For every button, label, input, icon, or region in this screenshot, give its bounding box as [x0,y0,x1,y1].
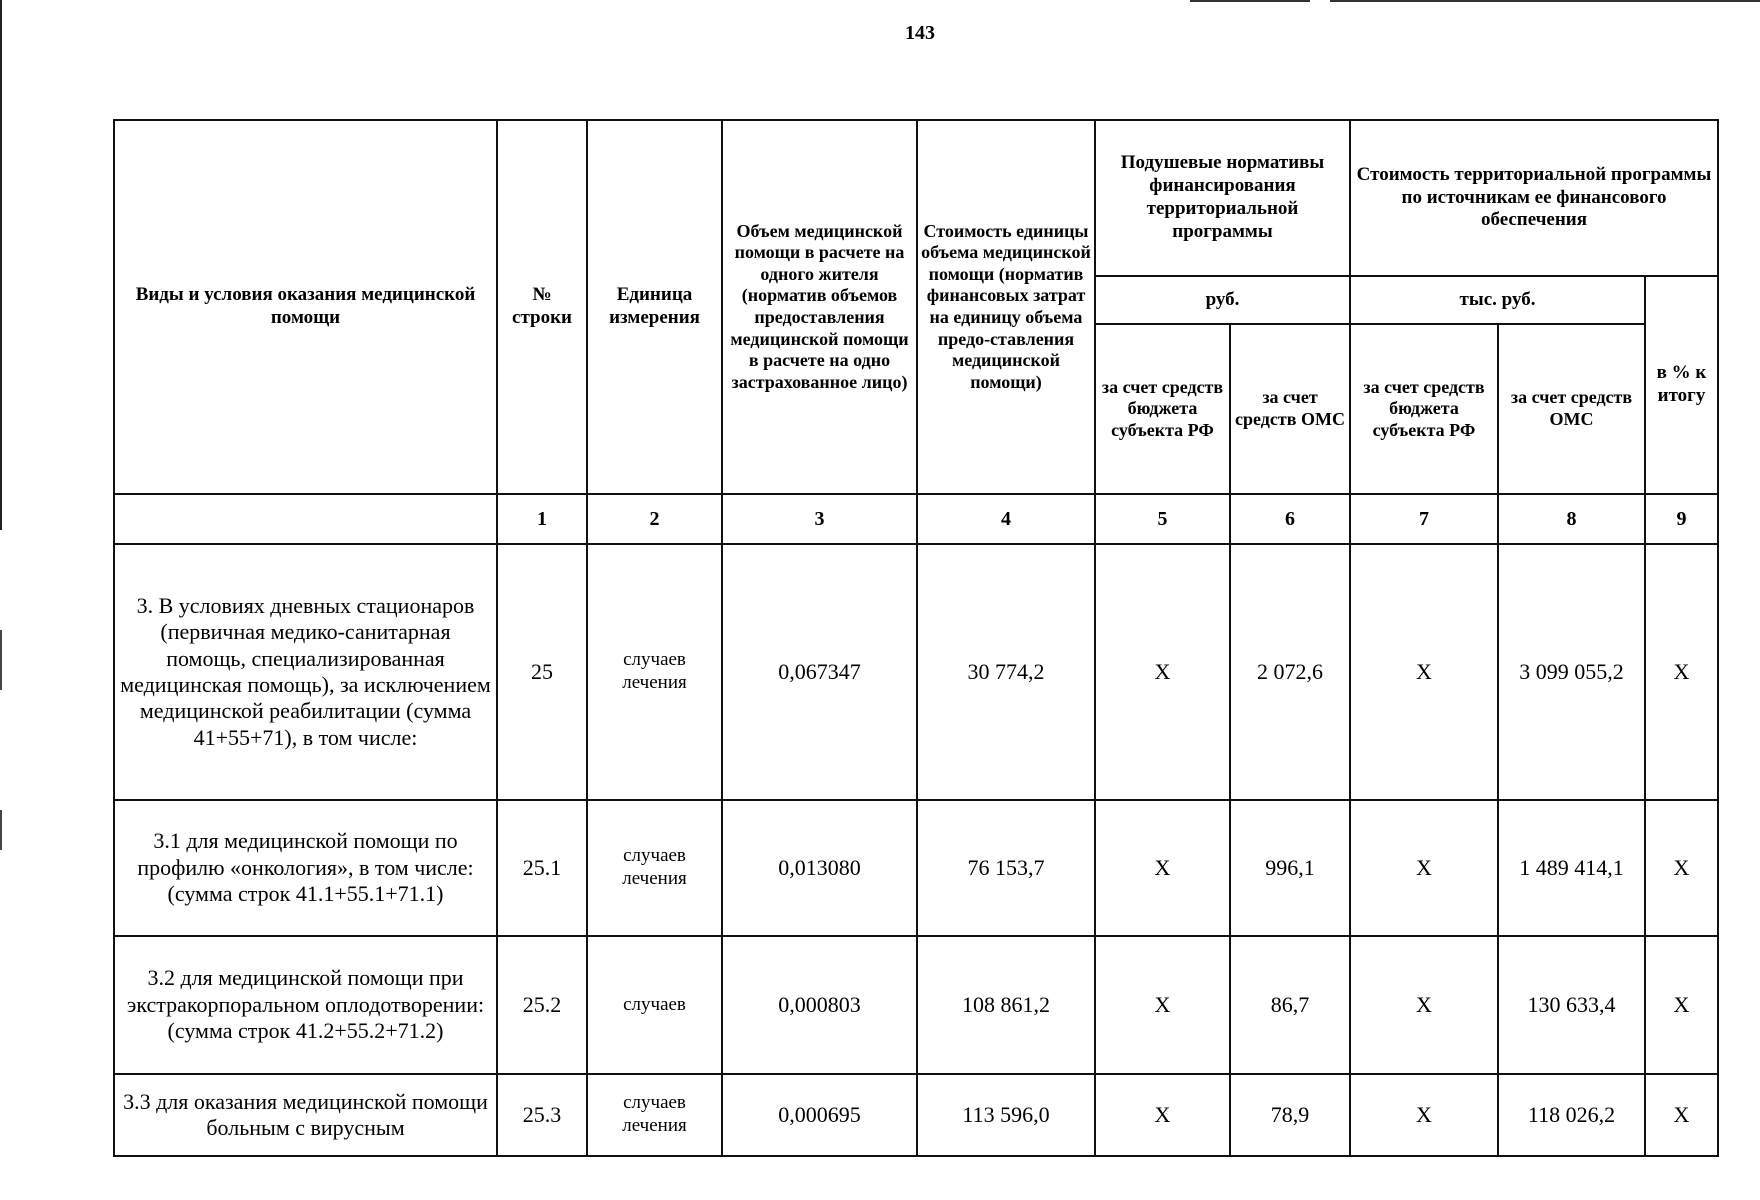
left-margin-tick [0,630,2,690]
header-rub: руб. [1095,276,1350,324]
column-number: 2 [587,494,722,544]
row-percent: X [1645,544,1718,800]
row-oms-cost: 118 026,2 [1498,1074,1645,1156]
header-program-cost: Стоимость территориальной программы по источникам ее финансового обеспечения [1350,120,1718,276]
header-row-number: № строки [497,120,587,494]
row-description: 3.2 для медицинской помощи при экстракорпоральном оплодотворении: (сумма строк 41.2+55.2+71.2) [114,936,497,1074]
row-budget-rf: X [1095,936,1230,1074]
header-oms: за счет средств ОМС [1230,324,1350,494]
row-percent: X [1645,800,1718,936]
row-budget-rf-cost: X [1350,800,1498,936]
row-volume: 0,000803 [722,936,917,1074]
row-budget-rf: X [1095,544,1230,800]
row-volume: 0,000695 [722,1074,917,1156]
row-number: 25.3 [497,1074,587,1156]
row-budget-rf-cost: X [1350,544,1498,800]
column-number: 1 [497,494,587,544]
column-number-row [114,494,1718,544]
row-oms: 996,1 [1230,800,1350,936]
row-cost: 113 596,0 [917,1074,1095,1156]
header-budget-rf: за счет средств бюджета субъекта РФ [1095,324,1230,494]
header-unit: Единица измерения [587,120,722,494]
page-number: 143 [905,22,935,44]
header-cost: Стоимость единицы объема медицинской помощи (норматив финансовых затрат на единицу объема предо-ставления медицинской помощи) [917,120,1095,494]
column-number: 3 [722,494,917,544]
column-number: 8 [1498,494,1645,544]
header-kind: Виды и условия оказания медицинской помощи [114,120,497,494]
left-margin-tick [0,810,2,850]
row-percent: X [1645,936,1718,1074]
row-oms-cost: 130 633,4 [1498,936,1645,1074]
row-volume: 0,067347 [722,544,917,800]
row-number: 25.1 [497,800,587,936]
row-unit: случаев [587,936,722,1074]
table-row [114,800,1718,936]
table-row [114,936,1718,1074]
header-volume: Объем медицинской помощи в расчете на одного жителя (норматив объемов предоставления медицинской помощи в расчете на одно застрахованное лицо) [722,120,917,494]
row-oms: 78,9 [1230,1074,1350,1156]
row-number: 25.2 [497,936,587,1074]
row-unit: случаев лечения [587,800,722,936]
row-unit: случаев лечения [587,544,722,800]
row-unit: случаев лечения [587,1074,722,1156]
row-cost: 76 153,7 [917,800,1095,936]
row-description: 3.1 для медицинской помощи по профилю «онкология», в том числе: (сумма строк 41.1+55.1+71.1) [114,800,497,936]
column-number: 7 [1350,494,1498,544]
top-edge-rule [1330,0,1760,2]
header-oms-2: за счет средств ОМС [1498,324,1645,494]
row-description: 3.3 для оказания медицинской помощи больным с вирусным [114,1074,497,1156]
row-oms: 2 072,6 [1230,544,1350,800]
table-row [114,544,1718,800]
row-budget-rf: X [1095,800,1230,936]
financing-table [113,119,1719,1157]
column-number: 5 [1095,494,1230,544]
header-percent: в % к итогу [1645,276,1718,494]
row-number: 25 [497,544,587,800]
row-oms-cost: 3 099 055,2 [1498,544,1645,800]
row-description: 3. В условиях дневных стационаров (первичная медико-санитарная помощь, специализированная медицинская помощь), за исключением медицинской реабилитации (сумма 41+55+71), в том числе: [114,544,497,800]
row-oms-cost: 1 489 414,1 [1498,800,1645,936]
header-thous-rub: тыс. руб. [1350,276,1645,324]
row-oms: 86,7 [1230,936,1350,1074]
column-number: 6 [1230,494,1350,544]
column-number: 4 [917,494,1095,544]
top-edge-rule [1190,0,1310,2]
row-budget-rf: X [1095,1074,1230,1156]
row-cost: 108 861,2 [917,936,1095,1074]
header-per-capita: Подушевые нормативы финансирования территориальной программы [1095,120,1350,276]
left-margin-rule [0,0,2,530]
column-number-blank [114,494,497,544]
table-row [114,1074,1718,1156]
row-budget-rf-cost: X [1350,936,1498,1074]
column-number: 9 [1645,494,1718,544]
row-budget-rf-cost: X [1350,1074,1498,1156]
row-volume: 0,013080 [722,800,917,936]
row-percent: X [1645,1074,1718,1156]
header-budget-rf-2: за счет средств бюджета субъекта РФ [1350,324,1498,494]
row-cost: 30 774,2 [917,544,1095,800]
